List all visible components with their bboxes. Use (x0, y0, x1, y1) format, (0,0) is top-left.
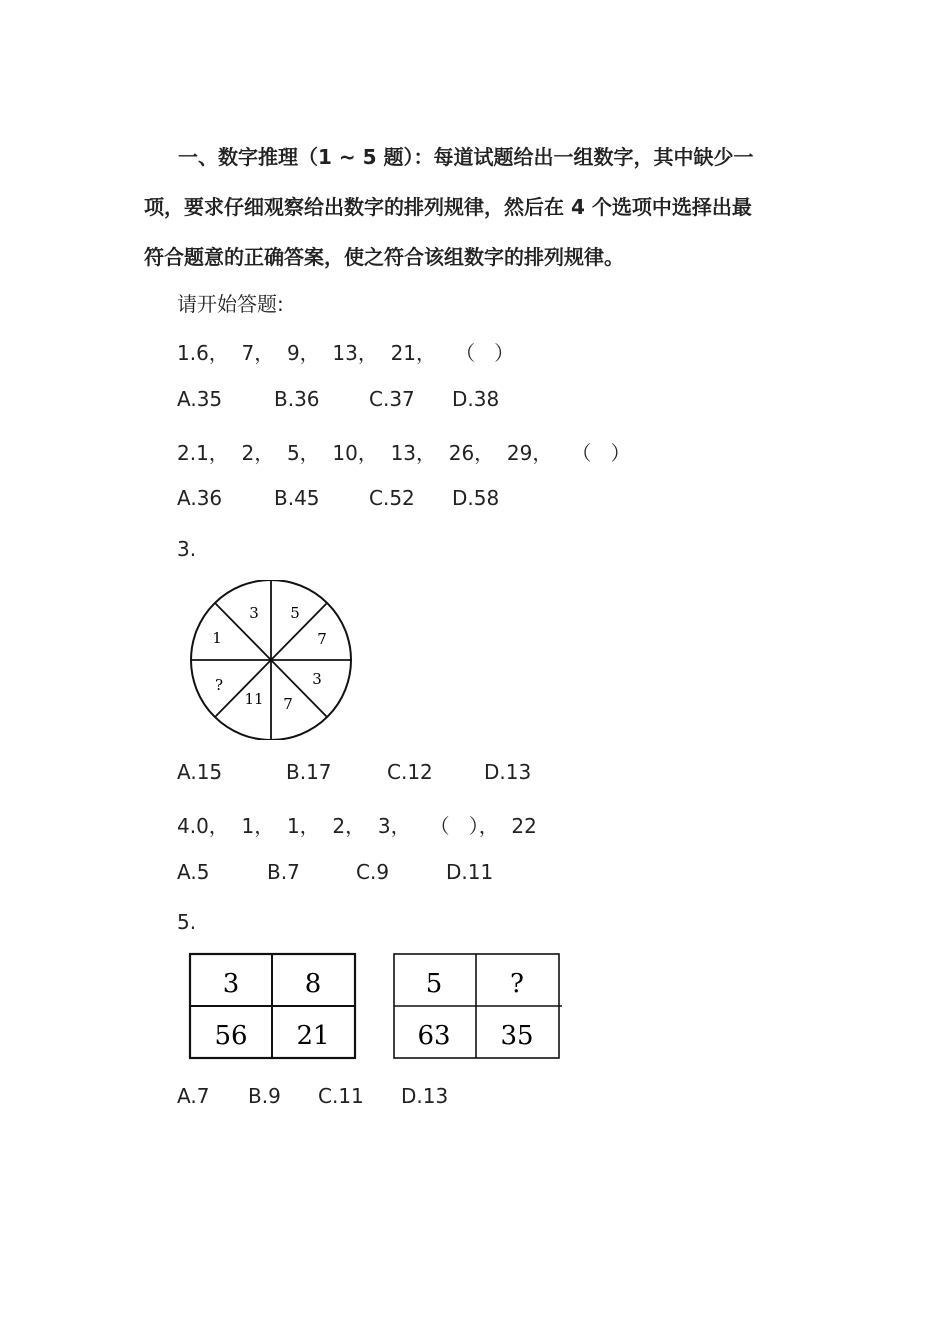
option-c: C.52 (369, 486, 415, 510)
question-2-stem: 2.1， 2， 5， 10， 13， 26， 29， （ ） (177, 441, 631, 465)
instructions-line-1: 一、数字推理（1 ~ 5 题）：每道试题给出一组数字，其中缺少一 (178, 145, 754, 169)
option-c: C.37 (369, 387, 415, 411)
option-b: B.36 (274, 387, 320, 411)
option-d: D.11 (446, 860, 494, 884)
wheel-number: 7 (317, 630, 327, 648)
question-3-stem: 3. (177, 537, 197, 561)
option-a: A.15 (177, 760, 223, 784)
option-d: D.58 (452, 486, 500, 510)
number-grid-figure (188, 952, 564, 1064)
option-c: C.9 (356, 860, 390, 884)
grid-cell: ? (510, 969, 524, 999)
grid-cell: 35 (500, 1021, 534, 1051)
left-grid (190, 954, 355, 1058)
option-d: D.13 (401, 1084, 449, 1108)
option-a: A.36 (177, 486, 223, 510)
grid-cell: 3 (222, 969, 240, 999)
option-c: C.11 (318, 1084, 364, 1108)
option-c: C.12 (387, 760, 433, 784)
option-b: B.7 (267, 860, 300, 884)
instructions-line-2: 项，要求仔细观察给出数字的排列规律，然后在 4 个选项中选择出最 (144, 195, 752, 219)
option-a: A.35 (177, 387, 223, 411)
grid-cell: 56 (214, 1021, 248, 1051)
grid-cell: 5 (425, 969, 443, 999)
wheel-number: 1 (212, 629, 222, 647)
wheel-divider (215, 603, 271, 660)
grid-cell: 8 (304, 969, 322, 999)
wheel-divider (271, 660, 327, 717)
wheel-number: 11 (244, 690, 264, 708)
option-a: A.5 (177, 860, 210, 884)
wheel-number: 7 (283, 695, 293, 713)
option-d: D.38 (452, 387, 500, 411)
question-4-stem: 4.0， 1， 1， 2， 3， （ ）， 22 (177, 814, 537, 838)
right-grid (394, 954, 562, 1058)
wheel-number: 3 (312, 670, 322, 688)
number-wheel-figure (188, 580, 356, 740)
question-1-stem: 1.6， 7， 9， 13， 21， （ ） (177, 341, 515, 365)
option-b: B.45 (274, 486, 320, 510)
grid-cell: 21 (296, 1021, 330, 1051)
option-b: B.9 (248, 1084, 281, 1108)
wheel-number: 3 (249, 604, 259, 622)
instructions-line-3: 符合题意的正确答案，使之符合该组数字的排列规律。 (144, 245, 624, 269)
question-5-stem: 5. (177, 910, 197, 934)
wheel-number: ? (214, 676, 224, 694)
grid-cell: 63 (417, 1021, 451, 1051)
wheel-divider (215, 660, 271, 717)
option-d: D.13 (484, 760, 532, 784)
option-a: A.7 (177, 1084, 210, 1108)
option-b: B.17 (286, 760, 332, 784)
start-prompt: 请开始答题: (177, 292, 284, 316)
section-instructions (144, 132, 804, 282)
wheel-number: 5 (290, 604, 300, 622)
